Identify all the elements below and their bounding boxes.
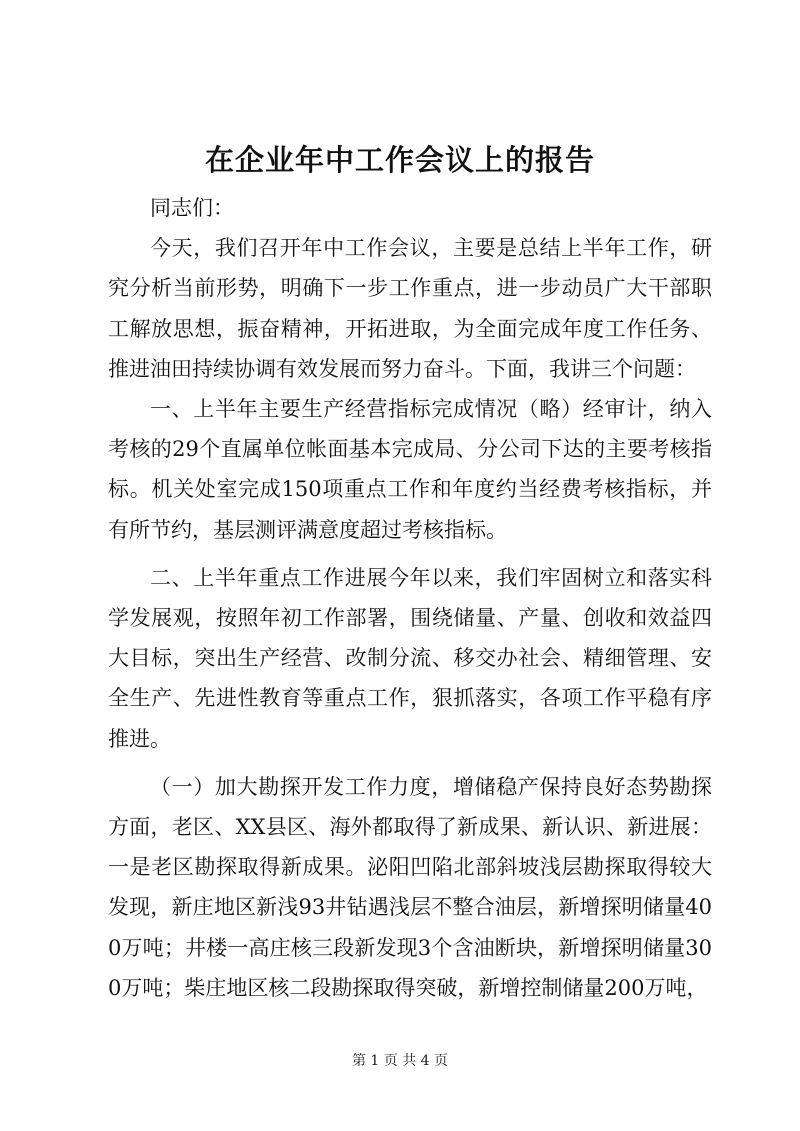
document-body: [108, 188, 712, 1008]
page-footer: 第 1 页 共 4 页: [351, 1053, 449, 1069]
paragraph-4: （一）加大勘探开发工作力度，增储稳产保持良好态势勘探方面，老区、XX县区、海外都取得了新成果、新认识、新进展：一是老区勘探取得新成果。泌阳凹陷北部斜坡浅层勘探取得较大发现，新庄地区新浅93井钻遇浅层不整合油层，新增探明储量400万吨；井楼一高庄核三段新发现3个含油断块，新增探明储量300万吨；柴庄地区核二段勘探取得突破，新增控制储量200万吨，: [108, 774, 712, 1000]
paragraph-3: 二、上半年重点工作进展今年以来，我们牢固树立和落实科学发展观，按照年初工作部署，围绕储量、产量、创收和效益四大目标，突出生产经营、改制分流、移交办社会、精细管理、安全生产、先进性教育等重点工作，狠抓落实，各项工作平稳有序推进。: [108, 565, 712, 751]
document-title: 在企业年中工作会议上的报告: [204, 143, 595, 177]
salutation: 同志们：: [150, 196, 234, 220]
paragraph-1: 今天，我们召开年中工作会议，主要是总结上半年工作，研究分析当前形势，明确下一步工作重点，进一步动员广大干部职工解放思想，振奋精神，开拓进取，为全面完成年度工作任务、推进油田持续协调有效发展而努力奋斗。下面，我讲三个问题：: [108, 236, 712, 381]
paragraph-2: 一、上半年主要生产经营指标完成情况（略）经审计，纳入考核的29个直属单位帐面基本完成局、分公司下达的主要考核指标。机关处室完成150项重点工作和年度约当经费考核指标，并有所节约，基层测评满意度超过考核指标。: [108, 397, 712, 542]
